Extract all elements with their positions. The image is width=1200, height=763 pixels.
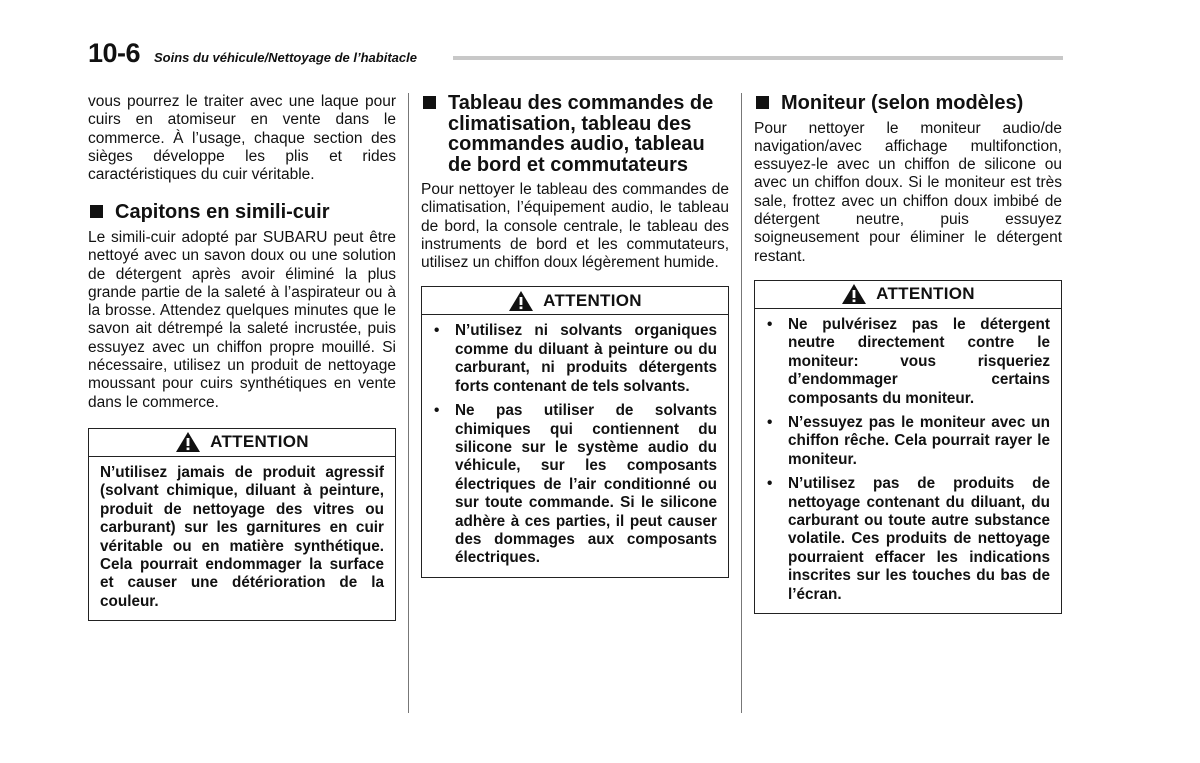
column-2 xyxy=(421,93,729,578)
column-divider xyxy=(741,93,742,713)
attention-label: ATTENTION xyxy=(876,284,975,304)
list-item xyxy=(433,322,717,396)
attention-box xyxy=(754,280,1062,614)
bullet: • xyxy=(434,402,440,420)
list-item-text: Ne pas utiliser de solvants chimiques qui contiennent du silicone sur le système audio du véhicule, sur les composants électriques de l’air conditionné ou sur toute commande. Si le silicone adhère à ces parties, il peut causer des dommages aux composants électriques. xyxy=(455,402,717,567)
section-title-text: Capitons en simili-cuir xyxy=(115,201,330,224)
section-body: Pour nettoyer le moniteur audio/de navigation/avec affichage multifonction, essuyez-le avec un chiffon de silicone ou avec un chiffon doux. Si le moniteur est très sale, frottez avec un chiffon doux imbibé de détergent neutre, puis essuyez soigneusement pour éliminer le détergent restant. xyxy=(754,119,1062,265)
section-body: Le simili-cuir adopté par SUBARU peut être nettoyé avec un savon doux ou une solution de détergent après avoir éliminé la plus grande partie de la saleté à l’aspirateur ou à la brosse. Attendez quelques minutes que le savon ait détrempé la saleté incrustée, puis essuyez avec un chiffon propre mouillé. Si nécessaire, utilisez un produit de nettoyage moussant pour cuirs synthétiques en vente dans le commerce. xyxy=(88,228,396,411)
column-3 xyxy=(754,93,1062,614)
section-title-text: Tableau des commandes de climatisation, tableau des commandes audio, tableau de bord et commutateurs xyxy=(448,92,714,176)
section-title-text: Moniteur (selon modèles) xyxy=(781,92,1024,114)
section-body: Pour nettoyer le tableau des commandes de climatisation, l’équipement audio, le tableau de bord, la console centrale, le tableau des instruments de bord et les commutateurs, utilisez un chiffon doux légèrement humide. xyxy=(421,181,729,272)
column-1 xyxy=(88,93,396,621)
warning-triangle-icon xyxy=(508,290,534,312)
list-item xyxy=(766,414,1050,469)
bullet: • xyxy=(767,413,773,431)
attention-body xyxy=(755,309,1061,613)
list-item xyxy=(433,402,717,568)
black-square-icon xyxy=(90,205,103,218)
attention-label: ATTENTION xyxy=(210,432,309,452)
attention-header xyxy=(755,281,1061,309)
list-item-text: Ne pulvérisez pas le détergent neutre directement contre le moniteur: vous risqueriez d’endommager certains composants du moniteur. xyxy=(788,315,1050,407)
list-item xyxy=(766,316,1050,408)
bullet: • xyxy=(767,315,773,333)
list-item-text: N’utilisez ni solvants organiques comme du diluant à peinture ou du carburant, ni produits détergents forts contenant de tels solvants. xyxy=(455,322,717,395)
attention-header xyxy=(89,429,395,457)
attention-text: N’utilisez jamais de produit agressif (solvant chimique, diluant à peinture, produit de nettoyage des vitres ou carburant) sur les garnitures en cuir véritable ou en matière synthétique. Cela pourrait endommager la surface et causer une détérioration de la couleur. xyxy=(100,463,384,610)
black-square-icon xyxy=(756,96,769,109)
list-item xyxy=(766,475,1050,604)
page-number: 10-6 xyxy=(88,38,141,68)
header-rule xyxy=(453,56,1063,60)
warning-triangle-icon xyxy=(175,431,201,453)
section-title xyxy=(421,93,729,175)
bullet: • xyxy=(434,322,440,340)
attention-box xyxy=(421,286,729,577)
running-head: Soins du véhicule/Nettoyage de l’habitacle xyxy=(154,50,417,65)
intro-paragraph: vous pourrez le traiter avec une laque pour cuirs en atomiseur en vente dans le commerce. À l’usage, chaque section des sièges développe les plis et rides caractéristiques du cuir véritable. xyxy=(88,93,396,184)
list-item-text: N’essuyez pas le moniteur avec un chiffon rêche. Cela pourrait rayer le moniteur. xyxy=(788,413,1050,468)
section-title xyxy=(754,93,1062,114)
black-square-icon xyxy=(423,96,436,109)
attention-body xyxy=(422,315,728,576)
attention-list xyxy=(433,322,717,567)
attention-header xyxy=(422,287,728,315)
attention-label: ATTENTION xyxy=(543,290,642,310)
section-title xyxy=(88,202,396,223)
warning-triangle-icon xyxy=(841,283,867,305)
bullet: • xyxy=(767,475,773,493)
column-divider xyxy=(408,93,409,713)
page-header xyxy=(88,38,1064,68)
list-item-text: N’utilisez pas de produits de nettoyage contenant du diluant, du carburant ou toute autre substance volatile. Ces produits de nettoyage pourraient effacer les indications inscrites sur les touches du bas de l’écran. xyxy=(788,475,1050,603)
attention-box xyxy=(88,428,396,621)
attention-list xyxy=(766,316,1050,604)
attention-body xyxy=(89,457,395,620)
